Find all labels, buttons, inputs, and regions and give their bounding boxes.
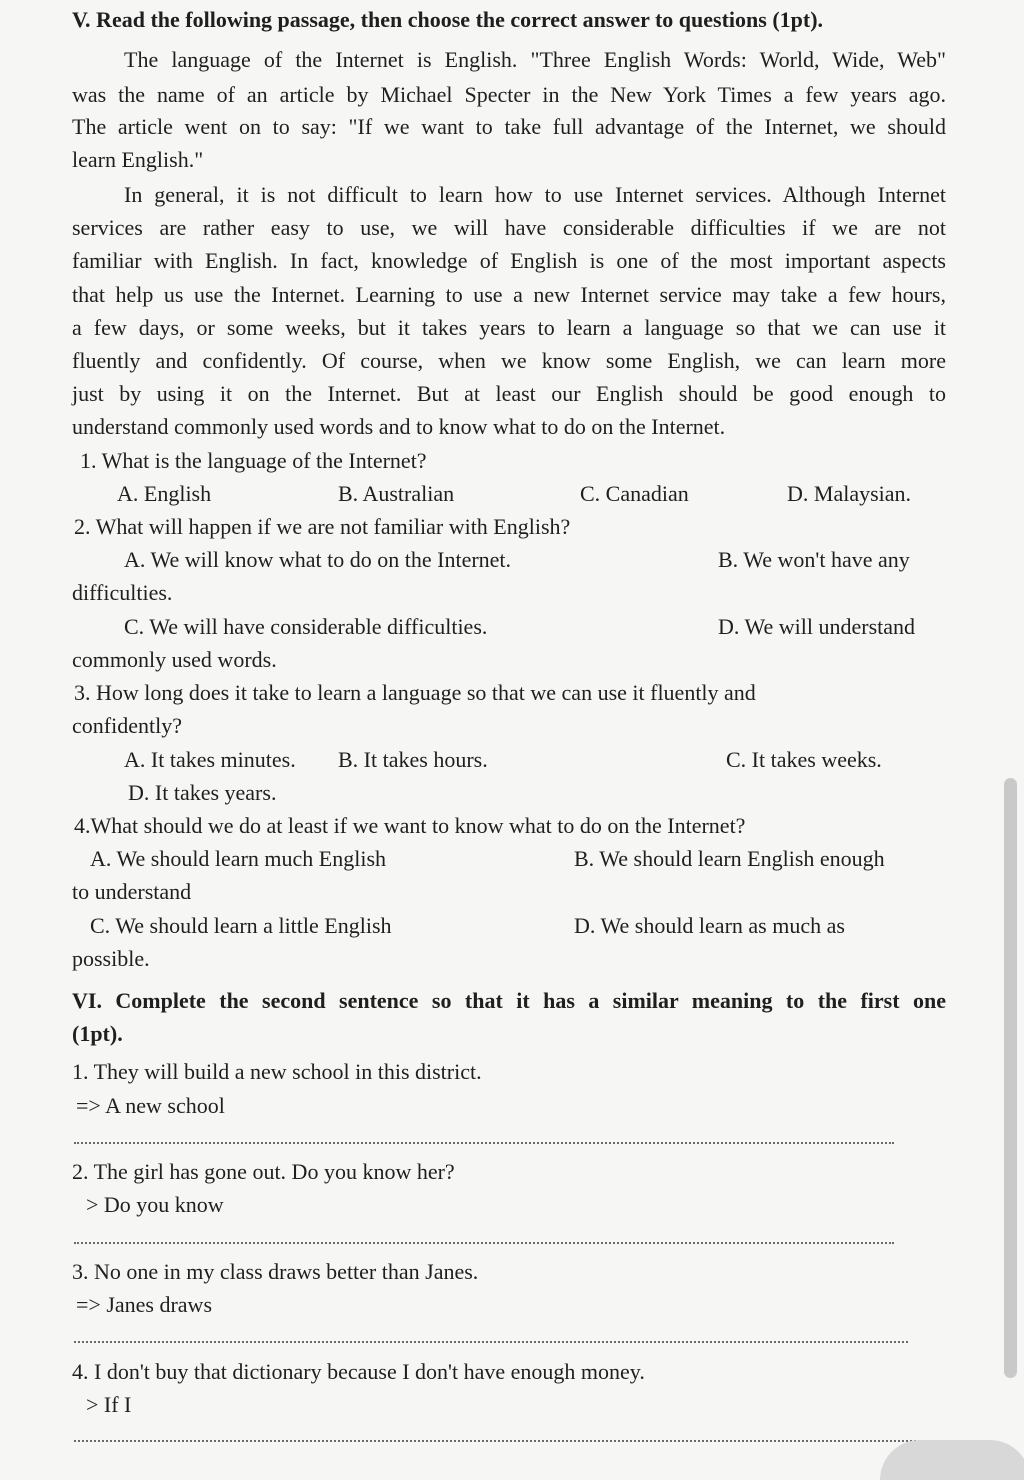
q1-option-d: D. Malaysian. [787,481,912,506]
answer-line-4[interactable] [74,1440,944,1442]
q2-option-b-cont: difficulties. [72,580,173,605]
q3-option-b: B. It takes hours. [338,747,488,772]
section-6-heading-cont: (1pt). [72,1021,123,1046]
passage-line: learn English." [72,147,204,172]
passage-line: The language of the Internet is English. "Three English Words: World, Wide, Web" [124,47,946,72]
section-5-heading: V. Read the following passage, then choose the correct answer to questions (1pt). [72,7,824,32]
passage-line: The article went on to say: "If we want to take full advantage of the Internet, we should [72,114,946,139]
section-6-heading: VI. Complete the second sentence so that it has a similar meaning to the first one [72,988,946,1013]
passage-line: a few days, or some weeks, but it takes years to learn a language so that we can use it [72,315,946,340]
q2-option-d-cont: commonly used words. [72,647,277,672]
q1-option-b: B. Australian [338,481,455,506]
question-1: 1. What is the language of the Internet? [80,448,427,473]
passage-line: understand commonly used words and to know what to do on the Internet. [72,414,726,439]
question-3: 3. How long does it take to learn a language so that we can use it fluently and [74,680,756,705]
question-4: 4.What should we do at least if we want to know what to do on the Internet? [74,813,746,838]
passage-line: familiar with English. In fact, knowledge of English is one of the most important aspects [72,248,946,273]
q4-option-a: A. We should learn much English [90,846,387,871]
rewrite-prompt-2: > Do you know [86,1192,224,1217]
q4-option-b-cont: to understand [72,879,192,904]
passage-line: that help us use the Internet. Learning to use a new Internet service may take a few hours, [72,282,946,307]
rewrite-sentence-2: 2. The girl has gone out. Do you know her? [72,1159,455,1184]
answer-line-1[interactable] [74,1142,894,1144]
q2-option-a: A. We will know what to do on the Internet. [124,547,512,572]
q1-option-c: C. Canadian [580,481,689,506]
rewrite-sentence-1: 1. They will build a new school in this district. [72,1059,482,1084]
corner-shadow [880,1440,1024,1480]
q4-option-d-cont: possible. [72,946,150,971]
passage-line: was the name of an article by Michael Specter in the New York Times a few years ago. [72,82,946,107]
q4-option-d: D. We should learn as much as [574,913,845,938]
passage-line: services are rather easy to use, we will have considerable difficulties if we are not [72,215,946,240]
q4-option-c: C. We should learn a little English [90,913,392,938]
passage-line: In general, it is not difficult to learn how to use Internet services. Although Internet [124,182,946,207]
q3-option-d: D. It takes years. [128,780,277,805]
passage-line: just by using it on the Internet. But at least our English should be good enough to [72,381,946,406]
q3-option-c: C. It takes weeks. [726,747,882,772]
answer-line-2[interactable] [74,1242,894,1244]
q2-option-b: B. We won't have any [718,547,910,572]
q2-option-c: C. We will have considerable difficulties. [124,614,488,639]
rewrite-prompt-1: => A new school [76,1093,225,1118]
scrollbar[interactable] [1004,778,1017,1378]
q2-option-d: D. We will understand [718,614,916,639]
question-2: 2. What will happen if we are not familiar with English? [74,514,571,539]
q1-option-a: A. English [117,481,212,506]
rewrite-sentence-3: 3. No one in my class draws better than Janes. [72,1259,479,1284]
question-3-cont: confidently? [72,713,182,738]
passage-line: fluently and confidently. Of course, when we know some English, we can learn more [72,348,946,373]
rewrite-prompt-4: > If I [86,1392,132,1417]
rewrite-sentence-4: 4. I don't buy that dictionary because I don't have enough money. [72,1359,645,1384]
answer-line-3[interactable] [74,1341,908,1343]
q3-option-a: A. It takes minutes. [124,747,296,772]
rewrite-prompt-3: => Janes draws [76,1292,213,1317]
q4-option-b: B. We should learn English enough [574,846,885,871]
